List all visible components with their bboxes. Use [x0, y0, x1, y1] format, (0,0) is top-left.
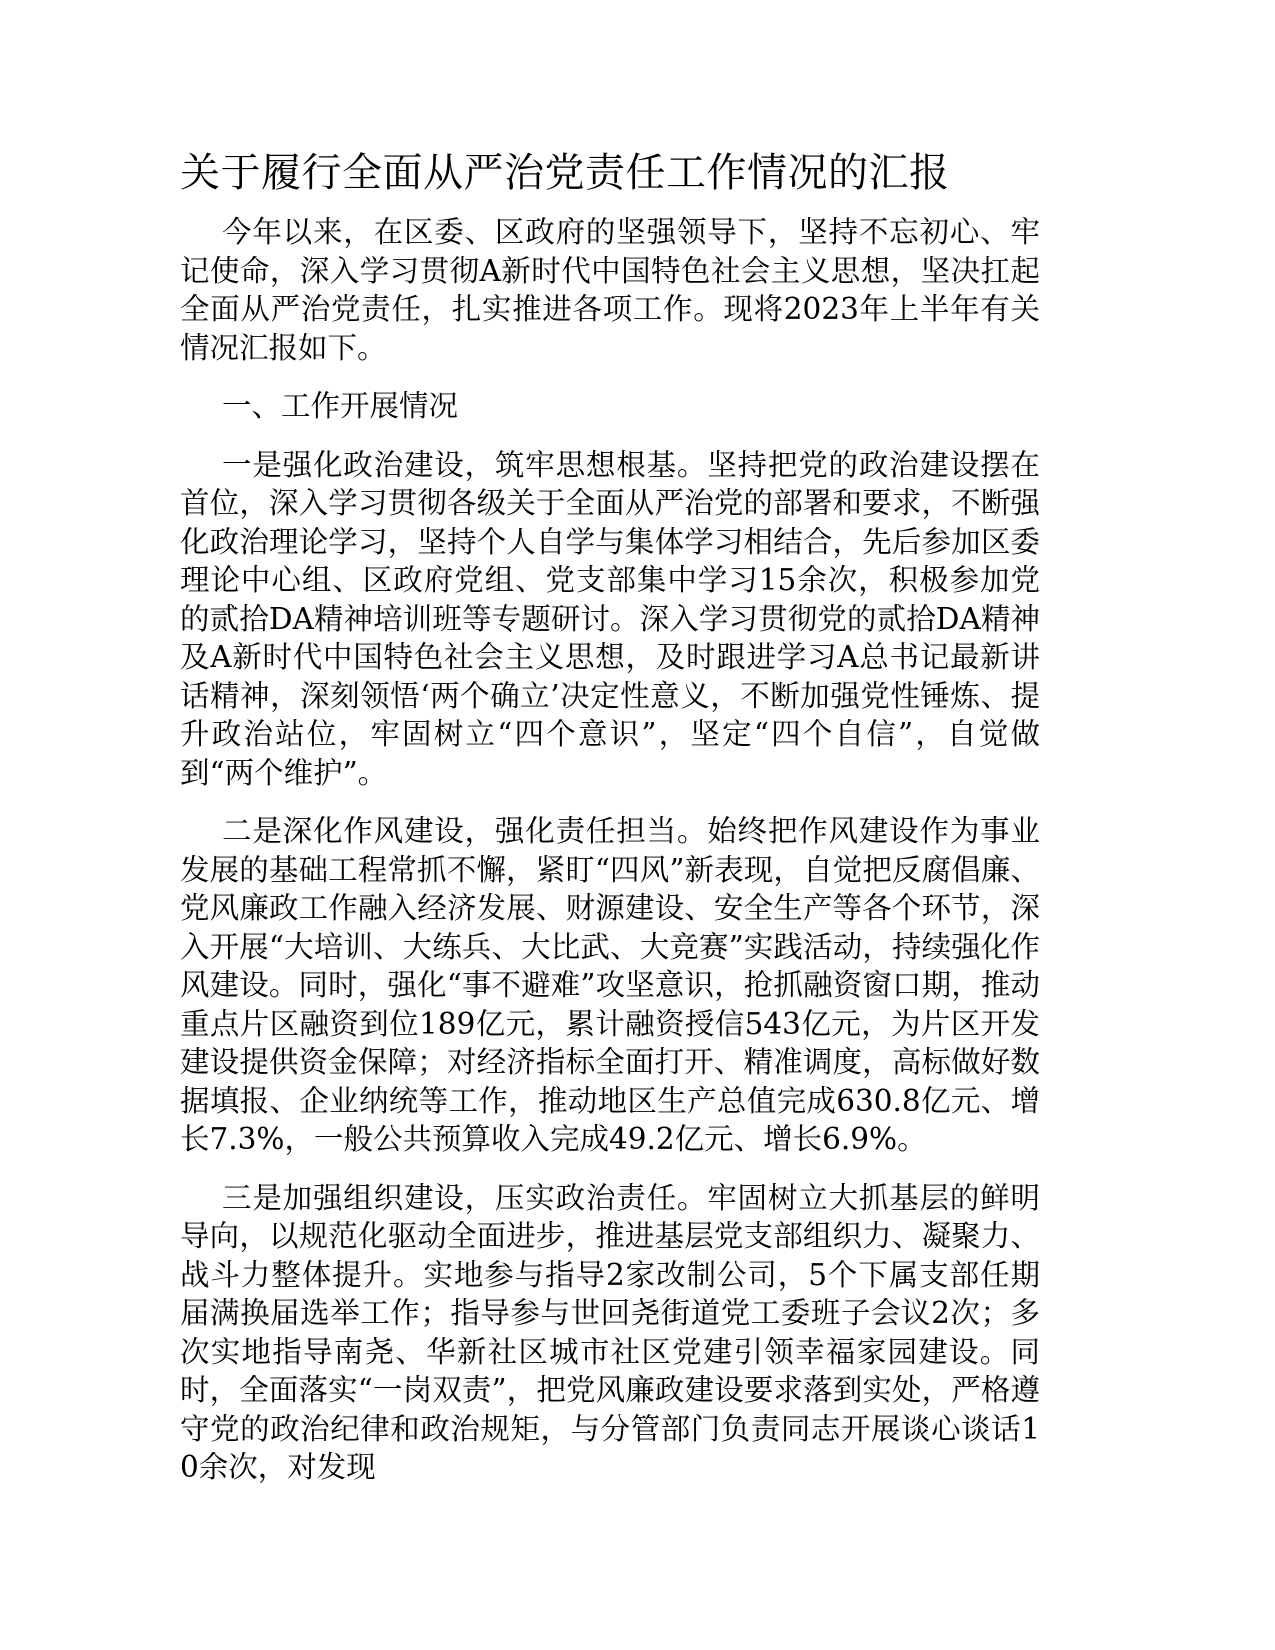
document-title: 关于履行全面从严治党责任工作情况的汇报 — [180, 150, 950, 196]
paragraph-work-style: 二是深化作风建设，强化责任担当。始终把作风建设作为事业发展的基础工程常抓不懈，紧盯“四风”新表现，自觉把反腐倡廉、党风廉政工作融入经济发展、财源建设、安全生产等各个环节，深入开展“大培训、大练兵、大比武、大竞赛”实践活动，持续强化作风建设。同时，强化“事不避难”攻坚意识，抢抓融资窗口期，推动重点片区融资到位189亿元，累计融资授信543亿元，为片区开发建设提供资金保障；对经济指标全面打开、精准调度，高标做好数据填报、企业纳统等工作，推动地区生产总值完成630.8亿元、增长7.3%，一般公共预算收入完成49.2亿元、增长6.9%。 — [180, 814, 1040, 1156]
paragraph-political-construction: 一是强化政治建设，筑牢思想根基。坚持把党的政治建设摆在首位，深入学习贯彻各级关于全面从严治党的部署和要求，不断强化政治理论学习，坚持个人自学与集体学习相结合，先后参加区委理论中心组、区政府党组、党支部集中学习15余次，积极参加党的贰拾DA精神培训班等专题研讨。深入学习贯彻党的贰拾DA精神及A新时代中国特色社会主义思想，及时跟进学习A总书记最新讲话精神，深刻领悟‘两个确立’决定性意义，不断加强党性锤炼、提升政治站位，牢固树立“四个意识”，坚定“四个自信”，自觉做到“两个维护”。 — [180, 447, 1040, 790]
paragraph-organization: 三是加强组织建设，压实政治责任。牢固树立大抓基层的鲜明导向，以规范化驱动全面进步，推进基层党支部组织力、凝聚力、战斗力整体提升。实地参与指导2家改制公司，5个下属支部任期届满换届选举工作；指导参与世回尧街道党工委班子会议2次；多次实地指导南尧、华新社区城市社区党建引领幸福家园建设。同时，全面落实“一岗双责”，把党风廉政建设要求落到实处，严格遵守党的政治纪律和政治规矩，与分管部门负责同志开展谈心谈话10余次，对发现 — [180, 1180, 1040, 1484]
section-heading: 一、工作开展情况 — [222, 389, 459, 423]
document-body — [180, 213, 1040, 1507]
intro-paragraph: 今年以来，在区委、区政府的坚强领导下，坚持不忘初心、牢记使命，深入学习贯彻A新时代中国特色社会主义思想，坚决扛起全面从严治党责任，扎实推进各项工作。现将2023年上半年有关情况汇报如下。 — [180, 215, 1040, 365]
